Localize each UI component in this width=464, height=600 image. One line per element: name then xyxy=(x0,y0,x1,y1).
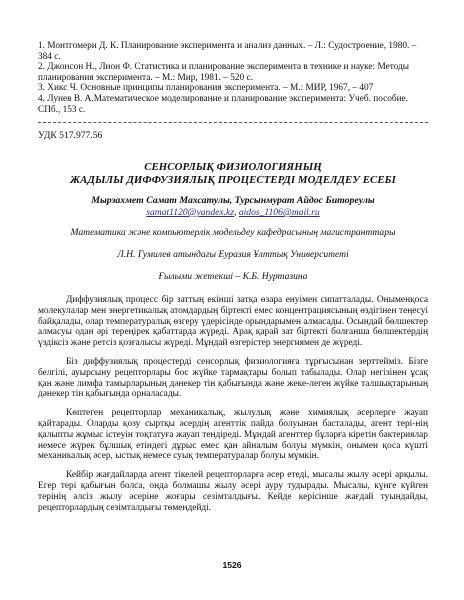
email-link-1[interactable]: samat1120@yandex.kz xyxy=(146,207,235,218)
author-emails xyxy=(38,207,428,219)
article-title-line-2: ЖАДЫЛЫ ДИФФУЗИЯЛЫҚ ПРОЦЕСТЕРДІ МОДЕЛДЕУ ЕСЕБІ xyxy=(70,174,396,186)
body-paragraph: Көптеген рецепторлар механикалық, жылулық және химиялық әсерлерге жауап қайтарады. Оларды қозу сыртқы әсердің агенттік пайда болуынан басталады, агент тері-нің қалыпты жұмыс істеуін тоқтатуға жауап тендіреді. Мұндай агенттер бұларға кіретін бактериялар немесе жүрек бұлшық етіндегі дұрыс емес қан айналым болуы мүмкін, онымен қоса күшті механикалық әсер, ыстық немесе суық температуралар болуы мүмкін. xyxy=(38,408,428,462)
author-names: Мырзахмет Самат Махсатулы, Турсынмурат Айдос Битореулы xyxy=(91,195,375,206)
email-link-2[interactable]: aidos_1106@mail.ru xyxy=(238,207,320,218)
reference-item: 4. Лунев В. А.Математическое моделирование и планирование эксперимента: Учеб. пособие. СПб., 153 с. xyxy=(38,93,409,115)
body-paragraph: Біз диффузиялық процестерді сенсорлық физиологияға тұрғысынан зерттейміз. Бізге белгілі, ауырсыну рецепторлары бос жүйке тармақтары болып табылады. Олар негізінен ұсақ қан және лимфа тамырларының дәнекер тін қабығында және жеке-леген жүйке талшықтарының дәнекер тін қабығында орналасады. xyxy=(38,356,428,400)
reference-item: 2. Джонсон Н., Лион Ф. Статистика и планирование эксперимента в технике и науке: Методы планирования эксперимента. – М.: Мир, 1981. – 520 с. xyxy=(38,62,410,83)
scientific-supervisor: Ғылыми жетекші – К.Б. Нуртазина xyxy=(158,271,308,282)
article-body xyxy=(38,295,428,521)
article-header xyxy=(38,161,428,283)
body-paragraph: Диффузиялық процесс бір заттың екінші затқа өзара енуімен сипатталады. Оныменқоса молекулалар мен энергетикалық атомдардың біртекті емес концентрациясының өздігінен теңесуі байқалады, олар температуралық өзгеру үдерісінде орындарымен алмасады. Осындай бөлшектер алмасуы одан әрі тереңірек қабаттарда жүреді. Арақ қарай зат біртекті болғанша бөлшектердің үздіксіз және ретсіз қозғалысы жүреді. Мұндай өзгерістер энергиямен де жүреді. xyxy=(38,295,428,349)
body-paragraph: Кейбір жағдайларда агент тікелей рецепторларға әсер етеді, мысалы жылу әсері арқылы. Егер тері қабығын болса, онда болмашы жылу әсері ауру тудырады. Мысалы, күнге күйген терінің әлсіз жылу әсеріне жоғары сезімталдығы. Кейде керісінше жағдай туындайды, рецепторлардың сезімталдығы төмендейді. xyxy=(38,470,428,513)
reference-item: 3. Хикс Ч. Основные принципы планирования эксперимента. – М.: МИР, 1967, – 407 xyxy=(38,83,374,94)
section-divider xyxy=(38,122,428,123)
page-number: 1526 xyxy=(222,560,242,570)
affiliation-department: Математика және компьютерлік модельдеу кафедрасының магистранттары xyxy=(70,227,396,238)
udk-code: УДК 517.977.56 xyxy=(38,130,103,141)
affiliation-university: Л.Н. Гумилев атындағы Еуразия Ұлттық Университеті xyxy=(117,249,349,260)
reference-item: 1. Монтгомери Д. К. Планирование эксперимента и анализ данных. – Л.: Судостроение, 1980. – 384 с. xyxy=(38,41,417,62)
email-separator: , xyxy=(234,207,239,218)
article-title-line-1: СЕНСОРЛЫҚ ФИЗИОЛОГИЯНЫҢ xyxy=(144,161,322,173)
reference-list xyxy=(38,41,430,115)
